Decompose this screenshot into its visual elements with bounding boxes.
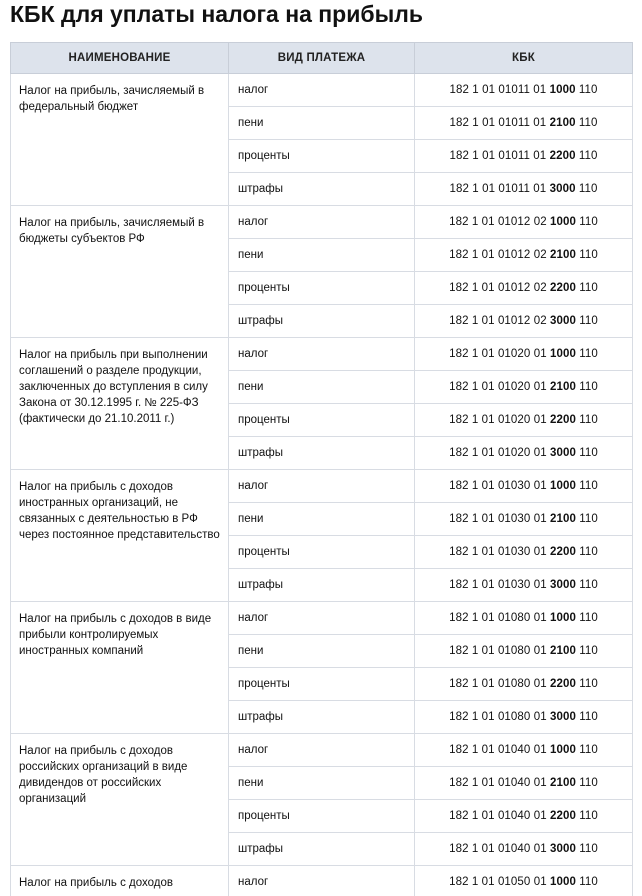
kbk-code-suffix: 110	[575, 117, 598, 129]
table-row	[11, 338, 633, 371]
payment-type-cell: налог	[229, 602, 415, 635]
payment-type-cell: налог	[229, 74, 415, 107]
kbk-code-suffix: 110	[575, 843, 598, 855]
payment-type-cell: налог	[229, 470, 415, 503]
kbk-code-prefix: 182 1 01 01012 02	[449, 282, 550, 294]
kbk-code-cell	[415, 470, 633, 503]
payment-type-cell: пени	[229, 371, 415, 404]
kbk-code-suffix: 110	[575, 678, 598, 690]
kbk-code-prefix: 182 1 01 01020 01	[449, 447, 550, 459]
kbk-code-prefix: 182 1 01 01012 02	[449, 216, 550, 228]
kbk-code-prefix: 182 1 01 01080 01	[449, 645, 550, 657]
payment-type-cell: налог	[229, 206, 415, 239]
kbk-code-type-part: 2200	[550, 282, 576, 294]
kbk-code-suffix: 110	[575, 777, 598, 789]
kbk-code-cell	[415, 503, 633, 536]
kbk-code-suffix: 110	[575, 84, 598, 96]
kbk-code-suffix: 110	[575, 414, 598, 426]
kbk-code-type-part: 3000	[550, 579, 576, 591]
column-header-kbk: КБК	[415, 43, 633, 74]
payment-type-cell: штрафы	[229, 569, 415, 602]
kbk-code-type-part: 2100	[550, 381, 576, 393]
kbk-code-cell	[415, 140, 633, 173]
header-row	[11, 43, 633, 74]
tax-name-cell: Налог на прибыль с доходов российских организаций в виде дивидендов от российских организаций	[11, 734, 229, 866]
kbk-code-suffix: 110	[575, 150, 598, 162]
kbk-code-prefix: 182 1 01 01011 01	[449, 183, 550, 195]
payment-type-cell: штрафы	[229, 305, 415, 338]
payment-type-cell: пени	[229, 239, 415, 272]
kbk-code-suffix: 110	[575, 447, 598, 459]
tax-name-cell: Налог на прибыль с доходов в виде прибыли контролируемых иностранных компаний	[11, 602, 229, 734]
tax-name-cell: Налог на прибыль, зачисляемый в федеральный бюджет	[11, 74, 229, 206]
payment-type-cell: налог	[229, 338, 415, 371]
table-row	[11, 734, 633, 767]
tax-name-cell: Налог на прибыль с доходов	[11, 866, 229, 896]
kbk-code-cell	[415, 404, 633, 437]
tax-name-cell: Налог на прибыль с доходов иностранных организаций, не связанных с деятельностью в РФ через постоянное представительство	[11, 470, 229, 602]
kbk-code-prefix: 182 1 01 01080 01	[449, 711, 550, 723]
kbk-code-prefix: 182 1 01 01011 01	[449, 84, 550, 96]
kbk-code-cell	[415, 536, 633, 569]
payment-type-cell: штрафы	[229, 701, 415, 734]
kbk-code-prefix: 182 1 01 01020 01	[449, 348, 550, 360]
kbk-code-cell	[415, 602, 633, 635]
column-header-name: НАИМЕНОВАНИЕ	[11, 43, 229, 74]
kbk-code-prefix: 182 1 01 01011 01	[449, 117, 550, 129]
kbk-code-type-part: 2200	[549, 150, 576, 162]
kbk-code-cell	[415, 371, 633, 404]
kbk-code-cell	[415, 569, 633, 602]
payment-type-cell: пени	[229, 107, 415, 140]
kbk-code-type-part: 1000	[550, 216, 576, 228]
column-header-type: ВИД ПЛАТЕЖА	[229, 43, 415, 74]
kbk-code-type-part: 1000	[550, 480, 576, 492]
kbk-code-cell	[415, 668, 633, 701]
kbk-code-prefix: 182 1 01 01040 01	[449, 744, 550, 756]
kbk-code-suffix: 110	[575, 546, 598, 558]
table-row	[11, 206, 633, 239]
kbk-code-type-part: 2100	[550, 249, 576, 261]
kbk-code-cell	[415, 338, 633, 371]
kbk-code-prefix: 182 1 01 01040 01	[449, 810, 550, 822]
kbk-code-type-part: 2100	[550, 777, 576, 789]
kbk-code-prefix: 182 1 01 01012 02	[449, 249, 550, 261]
payment-type-cell: проценты	[229, 404, 415, 437]
kbk-code-suffix: 110	[575, 282, 598, 294]
kbk-table	[10, 42, 633, 896]
kbk-code-cell	[415, 305, 633, 338]
kbk-code-cell	[415, 734, 633, 767]
kbk-code-prefix: 182 1 01 01080 01	[449, 612, 550, 624]
kbk-code-prefix: 182 1 01 01030 01	[449, 579, 550, 591]
kbk-code-suffix: 110	[575, 645, 598, 657]
kbk-code-type-part: 3000	[549, 183, 576, 195]
kbk-code-cell	[415, 107, 633, 140]
kbk-code-type-part: 3000	[550, 843, 576, 855]
payment-type-cell: пени	[229, 635, 415, 668]
payment-type-cell: проценты	[229, 668, 415, 701]
payment-type-cell: проценты	[229, 140, 415, 173]
kbk-code-prefix: 182 1 01 01020 01	[449, 414, 550, 426]
table-body	[11, 74, 633, 896]
payment-type-cell: налог	[229, 866, 415, 896]
table-header	[11, 43, 633, 74]
kbk-code-type-part: 3000	[550, 315, 576, 327]
table-row	[11, 866, 633, 896]
kbk-code-suffix: 110	[575, 711, 598, 723]
kbk-code-cell	[415, 866, 633, 896]
kbk-code-prefix: 182 1 01 01040 01	[449, 843, 550, 855]
kbk-code-suffix: 110	[575, 480, 598, 492]
kbk-code-type-part: 3000	[550, 447, 576, 459]
table-row	[11, 602, 633, 635]
kbk-code-suffix: 110	[575, 249, 598, 261]
kbk-code-cell	[415, 437, 633, 470]
payment-type-cell: налог	[229, 734, 415, 767]
kbk-code-suffix: 110	[575, 348, 598, 360]
kbk-code-cell	[415, 173, 633, 206]
kbk-code-suffix: 110	[575, 612, 598, 624]
payment-type-cell: проценты	[229, 800, 415, 833]
payment-type-cell: пени	[229, 767, 415, 800]
kbk-code-cell	[415, 74, 633, 107]
kbk-code-type-part: 1000	[550, 876, 576, 888]
kbk-code-suffix: 110	[575, 183, 598, 195]
kbk-code-cell	[415, 833, 633, 866]
kbk-code-cell	[415, 701, 633, 734]
payment-type-cell: штрафы	[229, 437, 415, 470]
kbk-code-prefix: 182 1 01 01030 01	[449, 513, 550, 525]
kbk-code-cell	[415, 272, 633, 305]
kbk-code-type-part: 1000	[550, 744, 576, 756]
kbk-code-prefix: 182 1 01 01020 01	[449, 381, 550, 393]
kbk-code-cell	[415, 206, 633, 239]
table-row	[11, 74, 633, 107]
kbk-code-suffix: 110	[575, 513, 598, 525]
kbk-code-prefix: 182 1 01 01040 01	[449, 777, 550, 789]
kbk-code-prefix: 182 1 01 01080 01	[449, 678, 550, 690]
kbk-code-suffix: 110	[575, 744, 598, 756]
kbk-code-prefix: 182 1 01 01030 01	[449, 480, 550, 492]
kbk-table-wrapper	[10, 42, 632, 896]
kbk-code-prefix: 182 1 01 01011 01	[449, 150, 550, 162]
kbk-code-type-part: 2200	[550, 810, 576, 822]
kbk-code-suffix: 110	[575, 315, 598, 327]
table-row	[11, 470, 633, 503]
kbk-code-cell	[415, 800, 633, 833]
kbk-code-type-part: 1000	[550, 612, 576, 624]
kbk-code-type-part: 2200	[550, 678, 576, 690]
payment-type-cell: штрафы	[229, 833, 415, 866]
kbk-code-prefix: 182 1 01 01012 02	[449, 315, 550, 327]
kbk-code-cell	[415, 635, 633, 668]
kbk-code-type-part: 2200	[550, 546, 576, 558]
kbk-code-suffix: 110	[575, 381, 598, 393]
kbk-code-type-part: 1000	[549, 84, 576, 96]
kbk-code-prefix: 182 1 01 01050 01	[449, 876, 550, 888]
kbk-code-cell	[415, 239, 633, 272]
payment-type-cell: проценты	[229, 272, 415, 305]
kbk-code-type-part: 2100	[550, 645, 576, 657]
kbk-code-prefix: 182 1 01 01030 01	[449, 546, 550, 558]
kbk-code-suffix: 110	[575, 579, 598, 591]
kbk-code-suffix: 110	[575, 216, 598, 228]
payment-type-cell: штрафы	[229, 173, 415, 206]
kbk-code-type-part: 1000	[550, 348, 576, 360]
tax-name-cell: Налог на прибыль при выполнении соглашений о разделе продукции, заключенных до вступления в силу Закона от 30.12.1995 г. № 225-ФЗ (фактически до 21.10.2011 г.)	[11, 338, 229, 470]
kbk-code-type-part: 3000	[550, 711, 576, 723]
kbk-code-type-part: 2200	[550, 414, 576, 426]
payment-type-cell: пени	[229, 503, 415, 536]
kbk-code-type-part: 2100	[550, 513, 576, 525]
payment-type-cell: проценты	[229, 536, 415, 569]
page-title: КБК для уплаты налога на прибыль	[10, 1, 423, 27]
tax-name-cell: Налог на прибыль, зачисляемый в бюджеты субъектов РФ	[11, 206, 229, 338]
kbk-code-type-part: 2100	[549, 117, 576, 129]
kbk-code-suffix: 110	[575, 810, 598, 822]
kbk-code-cell	[415, 767, 633, 800]
kbk-code-suffix: 110	[575, 876, 598, 888]
